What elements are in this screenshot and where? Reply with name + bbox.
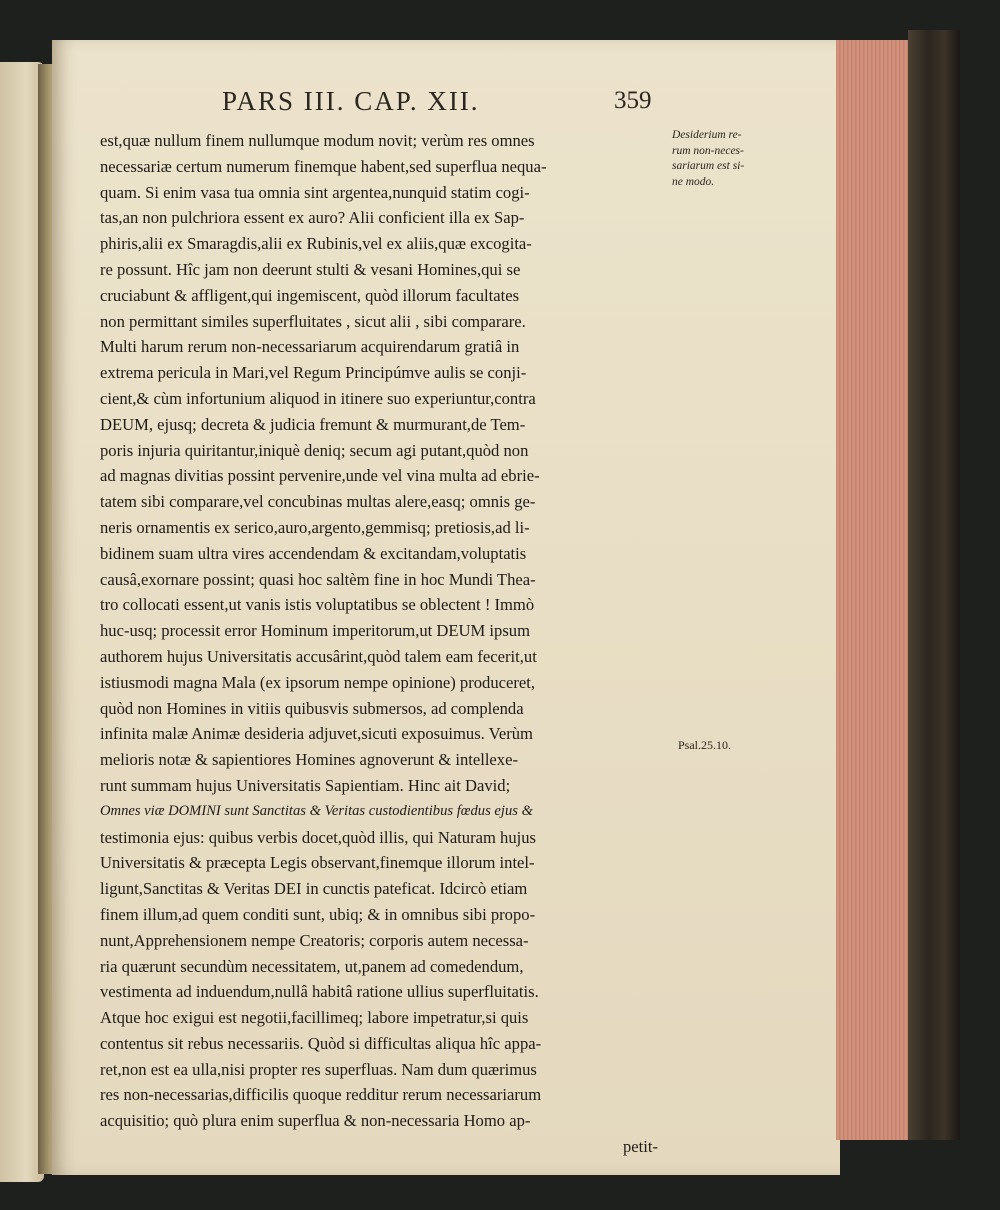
text-line: non permittant similes superfluitates , sicut alii , sibi comparare.	[100, 311, 526, 331]
text-line: bidinem suam ultra vires accendendam & excitandam,voluptatis	[100, 543, 527, 563]
book-cover-edge	[908, 30, 960, 1140]
text-line: DEUM, ejusq; decreta & judicia fremunt & murmurant,de Tem-	[100, 414, 526, 434]
text-line: testimonia ejus: quibus verbis docet,quòd illis, qui Naturam hujus	[100, 827, 536, 847]
side-note-line: Desiderium re-	[672, 129, 742, 141]
text-line: huc-usq; processit error Hominum imperitorum,ut DEUM ipsum	[100, 621, 530, 641]
side-note	[672, 128, 767, 190]
text-line: quòd non Homines in vitiis quibusvis submersos, ad complenda	[100, 698, 524, 718]
text-line: nunt,Apprehensionem nempe Creatoris; corporis autem necessa-	[100, 930, 529, 950]
text-line: authorem hujus Universitatis accusârint,quòd talem eam fecerit,ut	[100, 646, 537, 666]
reference-note: Psal.25.10.	[678, 738, 732, 752]
text-line: melioris notæ & sapientiores Homines agnoverunt & intellexe-	[100, 750, 518, 770]
text-line: extrema pericula in Mari,vel Regum Principúmve aulis se conji-	[100, 363, 527, 383]
text-line: ret,non est ea ulla,nisi propter res superfluas. Nam dum quærimus	[100, 1059, 537, 1079]
text-line: acquisitio; quò plura enim superflua & non-necessaria Homo ap-	[100, 1111, 531, 1131]
text-line: neris ornamentis ex serico,auro,argento,gemmisq; pretiosis,ad li-	[100, 517, 530, 537]
running-head	[170, 86, 700, 126]
text-line: tro collocati essent,ut vanis istis voluptatibus se oblectent ! Immò	[100, 595, 535, 615]
text-line: ria quærunt secundùm necessitatem, ut,panem ad comedendum,	[100, 956, 524, 976]
text-line: res non-necessarias,difficilis quoque redditur rerum necessariarum	[100, 1085, 542, 1105]
page-edges	[836, 40, 914, 1140]
text-line: necessariæ certum numerum finemque habent,sed superflua nequa-	[100, 156, 547, 176]
catchword: petit-	[622, 1137, 658, 1157]
text-line: ligunt,Sanctitas & Veritas DEI in cunctis pateficat. Idcircò etiam	[100, 879, 528, 899]
page-number: 359	[614, 87, 652, 114]
side-note-line: sariarum est si-	[672, 160, 745, 172]
text-line: istiusmodi magna Mala (ex ipsorum nempe opinione) produceret,	[100, 672, 536, 692]
text-line: Atque hoc exigui est negotii,facillimeq; labore impetratur,si quis	[100, 1008, 529, 1028]
text-line: ad magnas divitias possint pervenire,unde vel vina multa ad ebrie-	[100, 466, 540, 486]
text-line: infinita malæ Animæ desideria adjuvet,sicuti exposuimus. Verùm	[100, 724, 533, 744]
text-line: est,quæ nullum finem nullumque modum novit; verùm res omnes	[100, 131, 535, 150]
text-line: tas,an non pulchriora essent ex auro? Alii conficient illa ex Sap-	[100, 208, 525, 228]
text-line: finem illum,ad quem conditi sunt, ubiq; & in omnibus sibi propo-	[100, 904, 536, 924]
side-note-line: rum non-neces-	[672, 144, 744, 157]
text-line: tatem sibi comparare,vel concubinas multas alere,easq; omnis ge-	[100, 492, 536, 512]
text-line: re possunt. Hîc jam non deerunt stulti & vesani Homines,qui se	[100, 259, 521, 279]
body-text	[100, 128, 672, 1160]
text-line-italic: Omnes viæ DOMINI sunt Sanctitas & Veritas custodientibus fœdus ejus &	[100, 802, 533, 819]
text-line: contentus sit rebus necessariis. Quòd si difficultas aliqua hîc appa-	[100, 1033, 542, 1053]
text-line: cruciabunt & affligent,qui ingemiscent, quòd illorum facultates	[100, 285, 520, 305]
text-line: Universitatis & præcepta Legis observant,finemque illorum intel-	[100, 853, 535, 873]
running-title: PARS III. CAP. XII.	[222, 86, 480, 116]
text-line: Multi harum rerum non-necessariarum acquirendarum gratiâ in	[100, 337, 520, 357]
text-line: phiris,alii ex Smaragdis,alii ex Rubinis,vel ex aliis,quæ excogita-	[100, 234, 532, 254]
text-line: quam. Si enim vasa tua omnia sint argentea,nunquid statim cogi-	[100, 182, 530, 202]
text-line: cient,& cùm infortunium aliquod in itinere suo experiuntur,contra	[100, 388, 536, 408]
text-line: runt summam hujus Universitatis Sapientiam. Hinc ait David;	[100, 775, 511, 795]
side-note-line: ne modo.	[672, 175, 715, 188]
text-line: causâ,exornare possint; quasi hoc saltèm fine in hoc Mundi Thea-	[100, 569, 536, 589]
text-line: poris injuria quiritantur,iniquè deniq; secum agi putant,quòd non	[100, 440, 529, 460]
text-line: vestimenta ad induendum,nullâ habitâ ratione ullius superfluitatis.	[100, 982, 539, 1002]
